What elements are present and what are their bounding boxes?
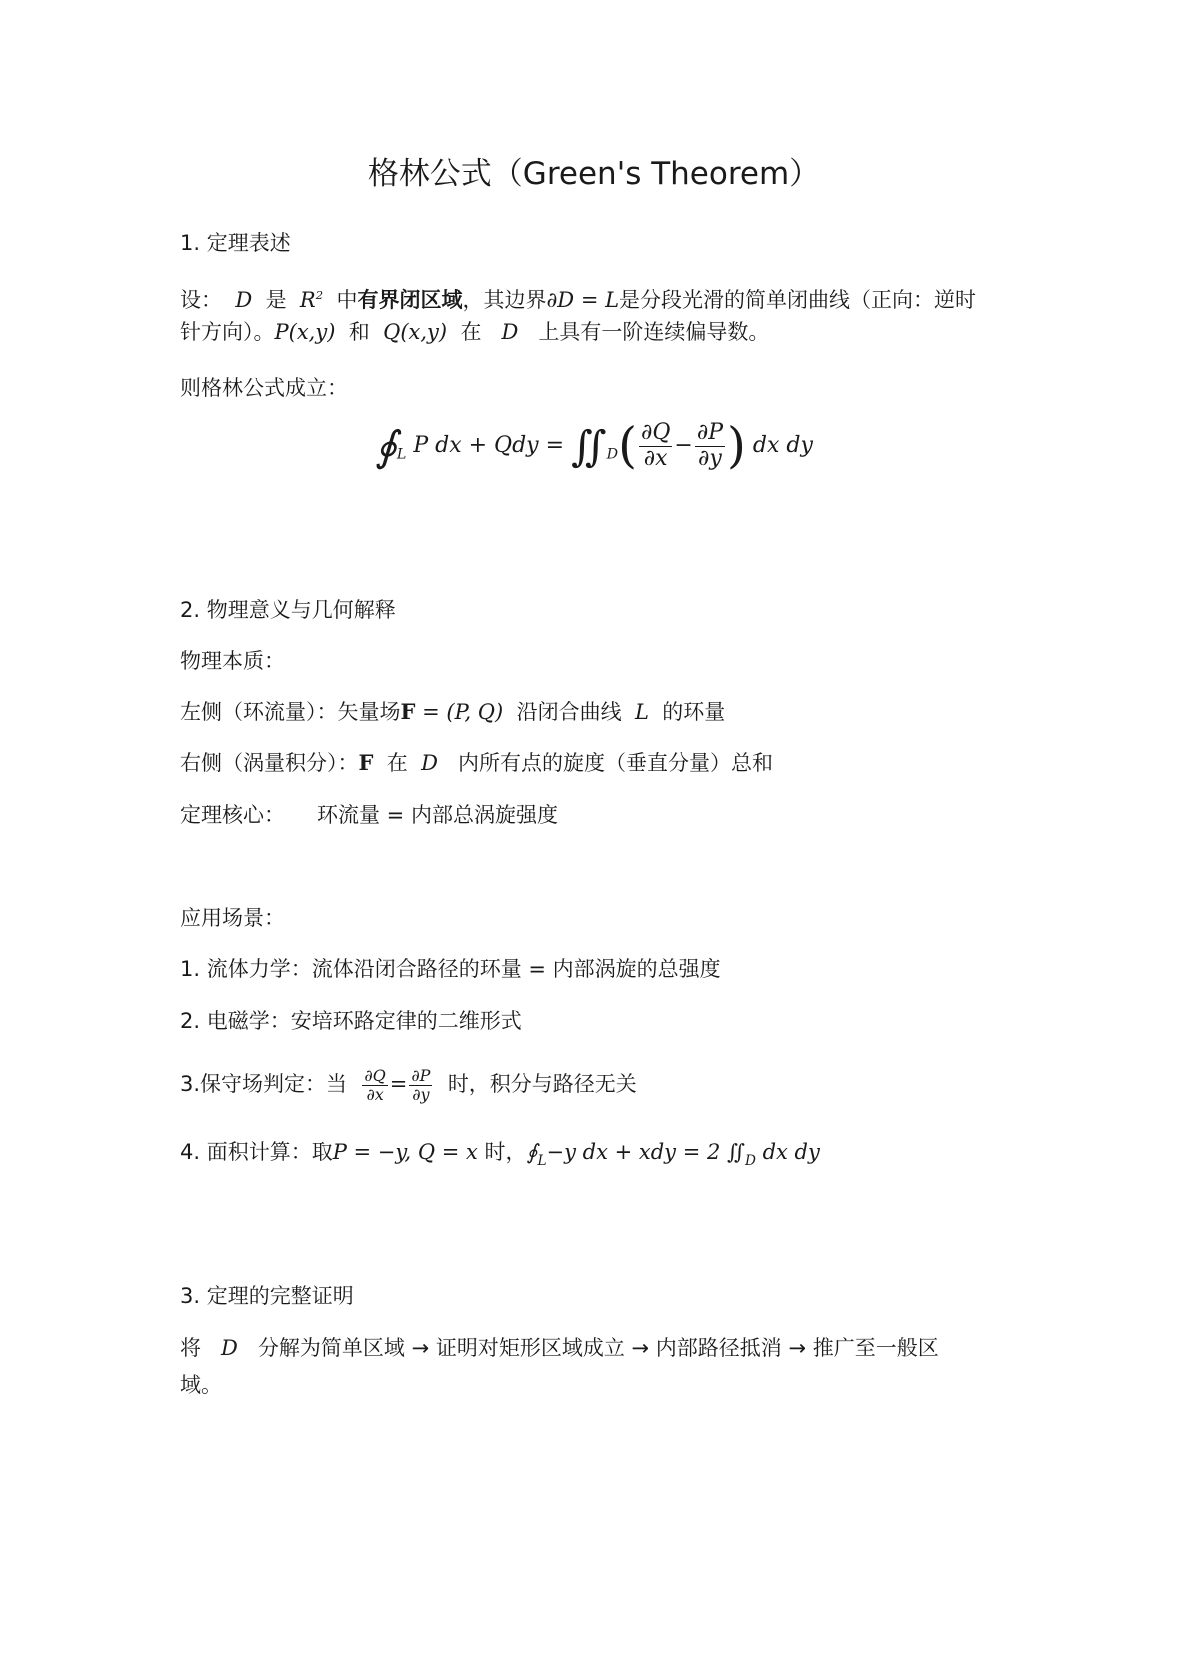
math-R bbox=[300, 288, 323, 312]
contour-integral-symbol: ∮ bbox=[375, 421, 397, 471]
formula-lhs bbox=[375, 418, 813, 474]
denominator: ∂x bbox=[643, 445, 668, 471]
definition-line-2 bbox=[180, 317, 769, 347]
lhs-expression: P dx + Qdy = bbox=[413, 433, 565, 458]
fraction-dPdy bbox=[409, 1067, 432, 1103]
text: 的环量 bbox=[662, 700, 726, 724]
text: 左侧（环流量）：矢量场 bbox=[180, 700, 401, 724]
area-formula bbox=[526, 1140, 820, 1170]
application-1: 1. 流体力学：流体沿闭合路径的环量 = 内部涡旋的总强度 bbox=[180, 957, 721, 981]
application-2: 2. 电磁学：安培环路定律的二维形式 bbox=[180, 1009, 522, 1033]
text: 是 bbox=[265, 288, 287, 313]
section-2-heading: 2. 物理意义与几何解释 bbox=[180, 598, 396, 622]
numerator: ∂P bbox=[411, 1065, 431, 1085]
text: 上具有一阶连续偏导数。 bbox=[538, 320, 770, 344]
text: 是分段光滑的简单闭曲线（正向：逆时 bbox=[619, 288, 977, 313]
contour-label-L: L bbox=[537, 1153, 547, 1170]
text: 3.保守场判定：当 bbox=[180, 1072, 348, 1096]
integrand: −y dx + xdy = 2 bbox=[546, 1140, 721, 1164]
fraction-dQdx bbox=[639, 421, 672, 470]
text: 定理核心： bbox=[180, 803, 285, 827]
contour-label-L: L bbox=[396, 446, 407, 463]
math-P: P(x,y) bbox=[274, 320, 336, 344]
region-label-D: D bbox=[606, 446, 619, 463]
text: 在 bbox=[386, 751, 408, 775]
text: 将 bbox=[180, 1336, 201, 1360]
contour-integral-symbol: ∮ bbox=[526, 1140, 538, 1164]
minus-sign: − bbox=[674, 433, 693, 458]
text: 时，积分与路径无关 bbox=[447, 1072, 637, 1096]
numerator: ∂P bbox=[696, 420, 724, 446]
fraction-dQdx bbox=[362, 1067, 387, 1103]
denominator: ∂y bbox=[698, 445, 722, 471]
text: 中 bbox=[336, 288, 358, 313]
math-D: D bbox=[421, 751, 438, 775]
math-boundary: ∂D = L bbox=[546, 288, 620, 313]
then-line: 则格林公式成立： bbox=[180, 376, 348, 400]
denominator: ∂y bbox=[412, 1084, 430, 1104]
text: 在 bbox=[460, 320, 482, 344]
double-integral-symbol: ∬ bbox=[571, 421, 607, 471]
document-title: 格林公式（Green's Theorem） bbox=[367, 156, 821, 192]
text: 分解为简单区域 → 证明对矩形区域成立 → 内部路径抵消 → 推广至一般区 bbox=[257, 1336, 939, 1360]
theorem-core-line bbox=[180, 800, 558, 830]
section-1-heading: 1. 定理表述 bbox=[180, 231, 291, 255]
math-R-exponent: 2 bbox=[315, 288, 324, 302]
applications-label: 应用场景： bbox=[180, 906, 285, 930]
math-L: L bbox=[634, 700, 649, 724]
math-F-bold: F bbox=[358, 750, 374, 775]
text: 内所有点的旋度（垂直分量）总和 bbox=[458, 751, 774, 775]
section-3-heading: 3. 定理的完整证明 bbox=[180, 1284, 354, 1308]
text: 时， bbox=[484, 1140, 527, 1164]
text: 针方向）。 bbox=[180, 320, 275, 344]
text: 沿闭合曲线 bbox=[516, 700, 622, 724]
bold-term: 有界闭区域 bbox=[357, 288, 463, 313]
fraction-dPdy bbox=[695, 421, 725, 470]
math-PQ: = (P, Q) bbox=[422, 700, 504, 724]
math-D: D bbox=[221, 1336, 238, 1360]
application-3 bbox=[180, 1062, 637, 1106]
text: ，其边界 bbox=[462, 288, 547, 313]
math-D: D bbox=[235, 288, 253, 313]
text: 设： bbox=[180, 288, 222, 313]
right-paren: ) bbox=[727, 418, 746, 474]
math-Q: Q(x,y) bbox=[383, 320, 448, 344]
denominator: ∂x bbox=[366, 1084, 384, 1104]
left-paren: ( bbox=[618, 418, 637, 474]
text: 4. 面积计算：取 bbox=[180, 1140, 333, 1164]
equals-sign: = bbox=[389, 1072, 408, 1096]
right-side-line bbox=[180, 748, 773, 778]
physical-essence-label: 物理本质： bbox=[180, 649, 285, 673]
numerator: ∂Q bbox=[364, 1065, 386, 1085]
differential: dx dy bbox=[762, 1140, 820, 1164]
differential: dx dy bbox=[752, 433, 813, 458]
math-substitution: P = −y, Q = x bbox=[332, 1140, 478, 1164]
region-label-D: D bbox=[744, 1153, 756, 1170]
left-side-line bbox=[180, 697, 725, 727]
proof-line-2: 域。 bbox=[180, 1373, 222, 1397]
text: 环流量 = 内部总涡旋强度 bbox=[317, 803, 558, 827]
math-F-bold: F bbox=[400, 699, 416, 724]
numerator: ∂Q bbox=[640, 420, 671, 446]
definition-line-1 bbox=[180, 280, 976, 315]
double-integral-symbol: ∬ bbox=[727, 1140, 745, 1164]
proof-line-1 bbox=[180, 1333, 939, 1363]
application-4 bbox=[180, 1137, 820, 1176]
math-D: D bbox=[501, 320, 519, 344]
text: 和 bbox=[348, 320, 370, 344]
green-formula bbox=[0, 418, 1188, 474]
text: 右侧（涡量积分）： bbox=[180, 751, 359, 775]
math-R-base: R bbox=[299, 288, 316, 313]
